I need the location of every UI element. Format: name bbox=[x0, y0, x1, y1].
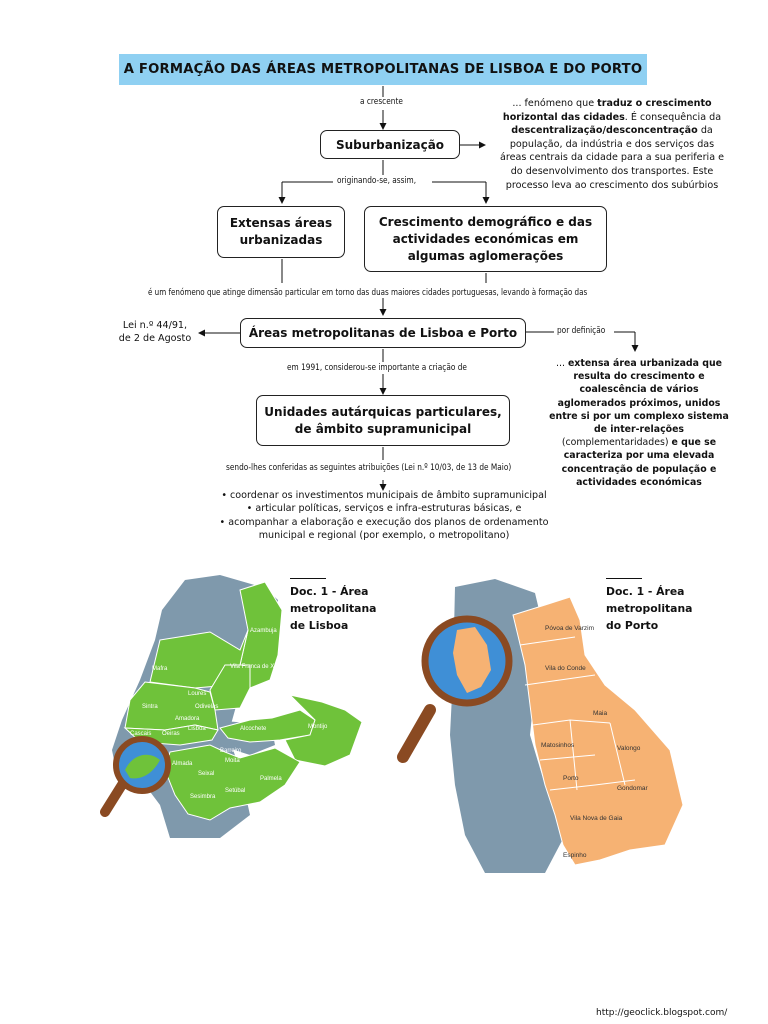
label-originando: originando-se, assim, bbox=[337, 176, 417, 186]
box-unidades-autarquicas bbox=[256, 395, 510, 446]
box-suburbanizacao bbox=[320, 130, 460, 159]
box-line: actividades económicas em bbox=[392, 231, 579, 246]
map-label: Gondomar bbox=[617, 785, 648, 792]
box-suburbanizacao-text: Suburbanização bbox=[335, 137, 445, 152]
map-label: Almada bbox=[172, 761, 193, 767]
map-label: Oeiras bbox=[162, 731, 180, 737]
map-label: Setúbal bbox=[225, 788, 246, 794]
label-sendo-lhes: sendo-lhes conferidas as seguintes atribuições (Lei n.º 10/03, de 13 de Maio) bbox=[226, 463, 512, 473]
label-por-definicao: por definição bbox=[557, 326, 606, 336]
note-definicao bbox=[546, 357, 732, 489]
list-item: • coordenar os investimentos municipais de âmbito supramunicipal bbox=[221, 490, 547, 501]
note-bold: descentralização/desconcentração bbox=[511, 125, 698, 137]
note-text: da população, da indústria e dos serviços das áreas centrais da cidade para a sua periferia e do desenvolvimento dos transportes. Este processo leva ao crescimento dos subúrbios bbox=[499, 125, 725, 191]
map-label: Seixal bbox=[198, 771, 215, 777]
map-label: Palmela bbox=[260, 776, 282, 782]
list-item: • articular políticas, serviços e infra-estruturas básicas, e bbox=[246, 503, 522, 515]
map-label: Maia bbox=[593, 710, 608, 717]
map-label: Loures bbox=[188, 691, 207, 697]
map-label: Alcochete bbox=[240, 726, 267, 732]
map-label: Montijo bbox=[308, 724, 328, 730]
caption-line: metropolitana bbox=[606, 602, 693, 615]
map-label: Cascais bbox=[130, 731, 152, 737]
box-line: Unidades autárquicas particulares, bbox=[264, 404, 502, 419]
map-label: Valongo bbox=[617, 745, 641, 752]
map-label: Porto bbox=[563, 775, 579, 782]
box-line: urbanizadas bbox=[239, 233, 323, 247]
note-suburbanizacao bbox=[496, 97, 728, 192]
box-line: Crescimento demográfico e das bbox=[378, 214, 593, 229]
caption-line: Doc. 1 - Área bbox=[290, 585, 369, 598]
note-text: ... fenómeno que bbox=[512, 98, 598, 109]
list-item: • acompanhar a elaboração e execução dos planos de ordenamento bbox=[219, 516, 549, 528]
label-fenomeno-particular: é um fenómeno que atinge dimensão particular em torno das duas maiores cidades portuguesas, levando à formação das bbox=[148, 287, 588, 298]
map-label: Matosinhos bbox=[541, 742, 575, 749]
map-label: Vila do Conde bbox=[545, 665, 586, 672]
caption-line: do Porto bbox=[606, 619, 659, 632]
map-label: Azambuja bbox=[250, 628, 277, 634]
lei-line: de 2 de Agosto bbox=[118, 333, 192, 344]
list-item: municipal e regional (por exemplo, o metropolitano) bbox=[258, 530, 510, 542]
caption-line: de Lisboa bbox=[290, 619, 349, 632]
map-label: Moita bbox=[225, 758, 240, 764]
magnifier-handle bbox=[403, 710, 430, 757]
caption-line: metropolitana bbox=[290, 602, 377, 615]
label-a-crescente: a crescente bbox=[360, 97, 403, 107]
label-em-1991: em 1991, considerou-se importante a criação de bbox=[287, 363, 467, 373]
map-label: Sintra bbox=[142, 704, 158, 710]
bullet-list bbox=[214, 489, 554, 543]
note-text: (complementaridades) bbox=[561, 437, 672, 449]
map-label: Odivelas bbox=[195, 704, 219, 710]
map-label: Mafra bbox=[152, 666, 168, 672]
map-label: Vila Nova de Gaia bbox=[570, 815, 623, 822]
lei-line: Lei n.º 44/91, bbox=[122, 320, 188, 331]
map-lisboa-caption bbox=[290, 578, 376, 634]
map-label: Póvoa de Varzim bbox=[545, 625, 595, 632]
note-bold: e que se caracteriza por uma elevada concentração de população e actividades económicas bbox=[561, 437, 717, 488]
box-areas-metropolitanas bbox=[240, 318, 526, 348]
note-bold: traduz o crescimento horizontal das cidades bbox=[502, 98, 712, 123]
note-bold: extensa área urbanizada que resulta do crescimento e coalescência de vários aglomerados próximos, unidos entre si por um complexo sistema de inter-relações bbox=[549, 358, 729, 436]
map-label: Lisboa bbox=[188, 726, 206, 732]
map-label: Espinho bbox=[563, 852, 587, 859]
caption-line: Doc. 1 - Área bbox=[606, 585, 685, 598]
page-title: A FORMAÇÃO DAS ÁREAS METROPOLITANAS DE LISBOA E DO PORTO bbox=[119, 54, 647, 85]
note-text: . É consequência da bbox=[624, 111, 722, 123]
box-crescimento-demografico bbox=[364, 206, 607, 272]
note-text: ... bbox=[556, 358, 568, 369]
box-line: de âmbito supramunicipal bbox=[294, 421, 472, 436]
footer-url: http://geoclick.blogspot.com/ bbox=[596, 1008, 728, 1018]
label-lei-44-91 bbox=[110, 319, 200, 345]
box-line: Extensas áreas bbox=[229, 216, 333, 230]
box-line: algumas aglomerações bbox=[407, 248, 564, 263]
map-porto-caption bbox=[606, 578, 692, 634]
map-label: Amadora bbox=[175, 716, 200, 722]
map-label: Barreiro bbox=[220, 748, 242, 754]
map-label: Sesimbra bbox=[190, 794, 216, 800]
box-extensas-areas bbox=[217, 206, 345, 258]
box-areas-metropolitanas-text: Áreas metropolitanas de Lisboa e Porto bbox=[248, 326, 518, 340]
map-label: Vila Franca de Xira bbox=[230, 664, 281, 670]
